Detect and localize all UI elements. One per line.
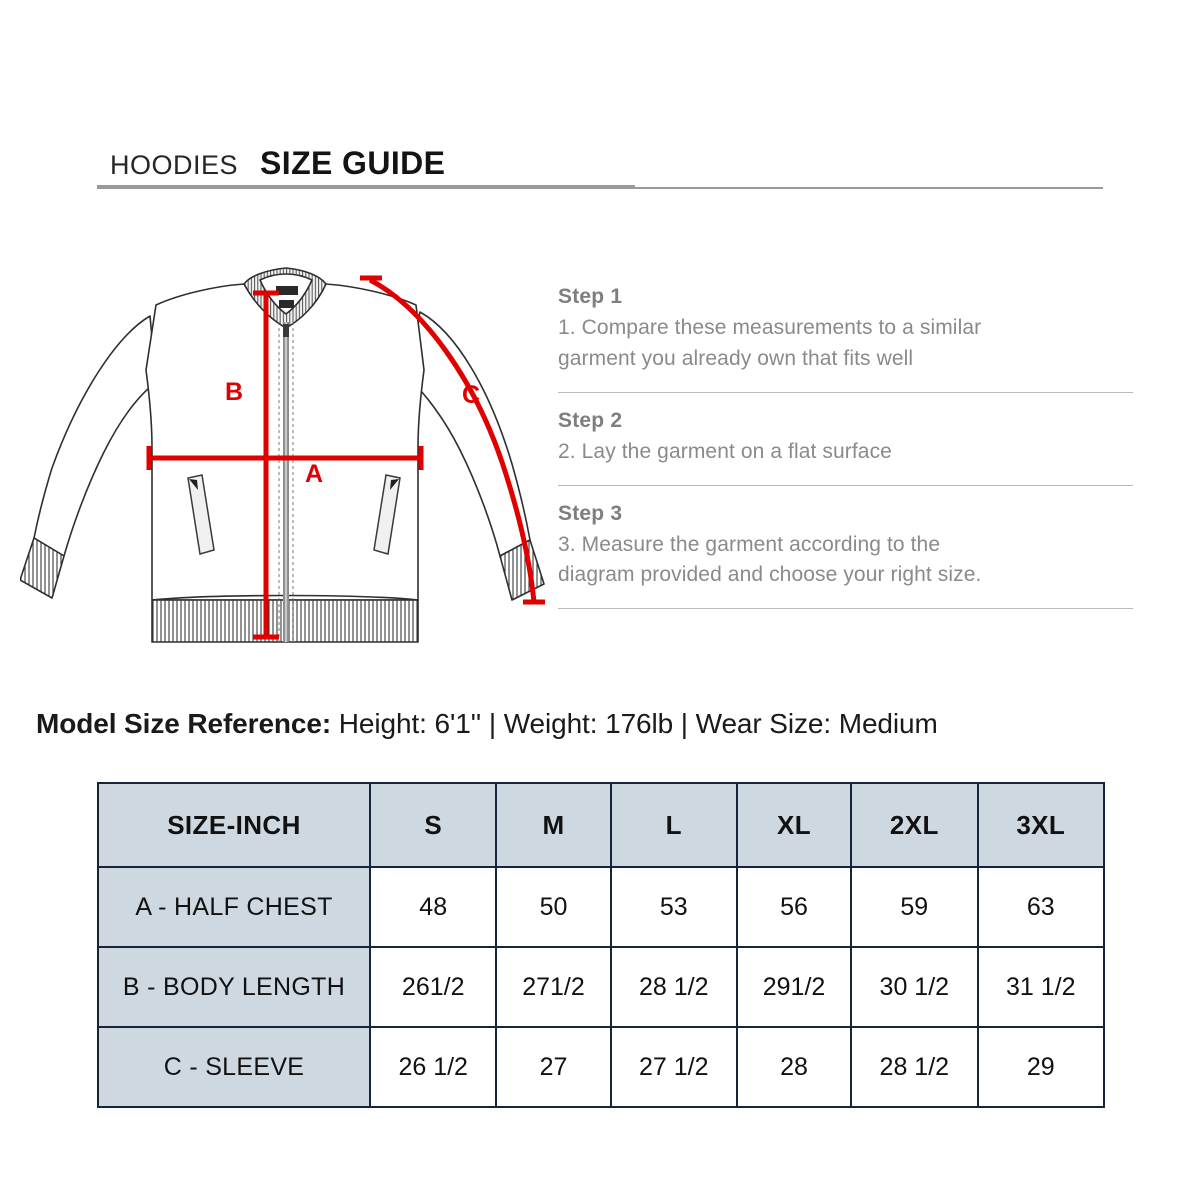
- step-item-2: [558, 409, 1133, 477]
- table-row: [98, 947, 1104, 1027]
- header-divider-secondary: [635, 187, 1103, 189]
- step-divider-1: [558, 392, 1133, 393]
- model-reference-value: Height: 6'1'' | Weight: 176lb | Wear Size: Medium: [331, 708, 938, 739]
- row-label-body-length: B - BODY LENGTH: [98, 947, 370, 1027]
- step-2-text-line1: 2. Lay the garment on a flat surface: [558, 439, 892, 463]
- cell-half-chest-s: 48: [370, 867, 496, 947]
- cell-body-length-xl: 291/2: [737, 947, 851, 1027]
- step-item-1: [558, 285, 1133, 384]
- table-row: [98, 1027, 1104, 1107]
- cell-body-length-3xl: 31 1/2: [978, 947, 1104, 1027]
- diagram-label-a: A: [305, 460, 324, 488]
- column-header-s: S: [370, 783, 496, 867]
- model-size-reference: [36, 708, 938, 740]
- garment-diagram: [20, 250, 560, 670]
- column-header-l: L: [611, 783, 737, 867]
- measurement-steps: [558, 285, 1133, 625]
- diagram-label-c: C: [462, 381, 481, 409]
- row-label-sleeve: C - SLEEVE: [98, 1027, 370, 1107]
- cell-sleeve-xl: 28: [737, 1027, 851, 1107]
- step-2-title: Step 2: [558, 408, 623, 432]
- row-label-half-chest: A - HALF CHEST: [98, 867, 370, 947]
- header-divider-primary: [97, 185, 635, 189]
- page-header: [110, 145, 445, 182]
- table-header-row: [98, 783, 1104, 867]
- diagram-label-b: B: [225, 378, 244, 406]
- cell-body-length-l: 28 1/2: [611, 947, 737, 1027]
- column-header-size-inch: SIZE-INCH: [98, 783, 370, 867]
- table-row: [98, 867, 1104, 947]
- step-divider-2: [558, 485, 1133, 486]
- cell-half-chest-l: 53: [611, 867, 737, 947]
- step-item-3: [558, 502, 1133, 601]
- header-category-label: HOODIES: [110, 150, 239, 180]
- cell-sleeve-3xl: 29: [978, 1027, 1104, 1107]
- column-header-m: M: [496, 783, 610, 867]
- cell-half-chest-3xl: 63: [978, 867, 1104, 947]
- step-3-title: Step 3: [558, 501, 623, 525]
- cell-half-chest-2xl: 59: [851, 867, 977, 947]
- cell-body-length-s: 261/2: [370, 947, 496, 1027]
- cell-body-length-2xl: 30 1/2: [851, 947, 977, 1027]
- cell-body-length-m: 271/2: [496, 947, 610, 1027]
- step-divider-3: [558, 608, 1133, 609]
- column-header-2xl: 2XL: [851, 783, 977, 867]
- cell-half-chest-xl: 56: [737, 867, 851, 947]
- step-1-text-line1: 1. Compare these measurements to a similar: [558, 316, 982, 339]
- cell-sleeve-s: 26 1/2: [370, 1027, 496, 1107]
- step-3-text-line2: diagram provided and choose your right size.: [558, 563, 982, 587]
- cell-sleeve-l: 27 1/2: [611, 1027, 737, 1107]
- size-chart-table: [97, 782, 1105, 1108]
- step-3-text-line1: 3. Measure the garment according to the: [558, 532, 941, 556]
- cell-sleeve-m: 27: [496, 1027, 610, 1107]
- step-1-title: Step 1: [558, 285, 623, 308]
- column-header-xl: XL: [737, 783, 851, 867]
- page-title: SIZE GUIDE: [260, 145, 446, 181]
- cell-half-chest-m: 50: [496, 867, 610, 947]
- step-1-text-line2: garment you already own that fits well: [558, 346, 914, 370]
- cell-sleeve-2xl: 28 1/2: [851, 1027, 977, 1107]
- model-reference-label: Model Size Reference:: [36, 708, 332, 739]
- column-header-3xl: 3XL: [978, 783, 1104, 867]
